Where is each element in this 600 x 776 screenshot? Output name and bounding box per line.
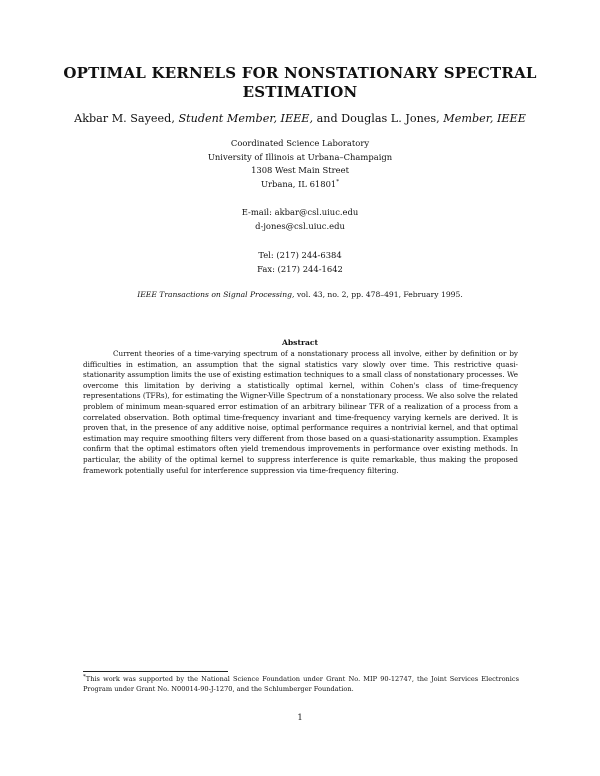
footnote-mark: * bbox=[83, 673, 86, 680]
page-number: 1 bbox=[297, 712, 303, 722]
author-conjunction: and Douglas L. Jones, bbox=[316, 112, 440, 125]
author1-name: Akbar M. Sayeed, bbox=[74, 112, 175, 125]
fax: Fax: (217) 244-1642 bbox=[257, 263, 343, 274]
author-line bbox=[40, 112, 560, 126]
email-block bbox=[150, 206, 450, 233]
journal-details: vol. 43, no. 2, pp. 478–491, February 1995. bbox=[296, 290, 463, 299]
journal-name: IEEE Transactions on Signal Processing, bbox=[137, 290, 295, 299]
journal-citation bbox=[80, 289, 520, 301]
affiliation-university: University of Illinois at Urbana–Champaign bbox=[207, 151, 393, 162]
abstract-body: Current theories of a time-varying spectrum of a nonstationary process all involve, either by definition or by difficulties in estimation, an assumption that the signal statistics vary slowly over time. This restrictive quasi-stationarity assumption limits the use of existing estimation techniques to a small class of nonstationary processes. We overcome this limitation by deriving a statistically optimal kernel, within Cohen's class of time-frequency representations (TFRs), for estimating the Wigner-Ville Spectrum of a nonstationary process. We also solve the related problem of minimum mean-squared error estimation of an arbitrary bilinear TFR of a realization of a process from a correlated observation. Both optimal time-frequency invariant and time-frequency varying kernels are derived. It is proven that, in the presence of any additive noise, optimal performance requires a nontrivial kernel, and that optimal estimation may require smoothing filters very different from those based on a quasi-stationarity assumption. Examples confirm that the optimal estimators often yield tremendous improvements in performance over existing methods. In particular, the ability of the optimal kernel to suppress interference is quite remarkable, thus making the proposed framework potentially useful for interference suppression via time-frequency filtering. bbox=[83, 349, 518, 475]
affiliation-lab: Coordinated Science Laboratory bbox=[230, 138, 370, 148]
email-address-1[interactable]: akbar@csl.uiuc.edu bbox=[274, 207, 359, 217]
email-label: E-mail: bbox=[241, 207, 272, 217]
abstract-heading: Abstract bbox=[281, 338, 319, 347]
author2-role: Member, IEEE bbox=[443, 112, 526, 125]
author1-role: Student Member, IEEE, bbox=[178, 112, 314, 125]
paper-title: OPTIMAL KERNELS FOR NONSTATIONARY SPECTRAL ESTIMATION bbox=[63, 64, 537, 101]
affiliation-street: 1308 West Main Street bbox=[251, 165, 349, 175]
affiliation-footnote-mark: * bbox=[336, 178, 340, 185]
email-line-1 bbox=[150, 206, 450, 220]
affiliation-city-line bbox=[150, 178, 450, 192]
footnote-divider bbox=[83, 671, 228, 672]
affiliation-city: Urbana, IL 61801 bbox=[260, 178, 337, 189]
footnote-text: This work was supported by the National Science Foundation under Grant No. MIP 90-12747, the Joint Services Electronics Program under Grant No. N00014-90-J-1270, and the Schlumberger Foundation. bbox=[83, 675, 519, 693]
telephone: Tel: (217) 244-6384 bbox=[258, 250, 342, 260]
footnote bbox=[83, 674, 519, 694]
email-address-2[interactable]: d-jones@csl.uiuc.edu bbox=[255, 220, 345, 231]
phone-block bbox=[150, 249, 450, 276]
affiliation-block bbox=[150, 137, 450, 191]
